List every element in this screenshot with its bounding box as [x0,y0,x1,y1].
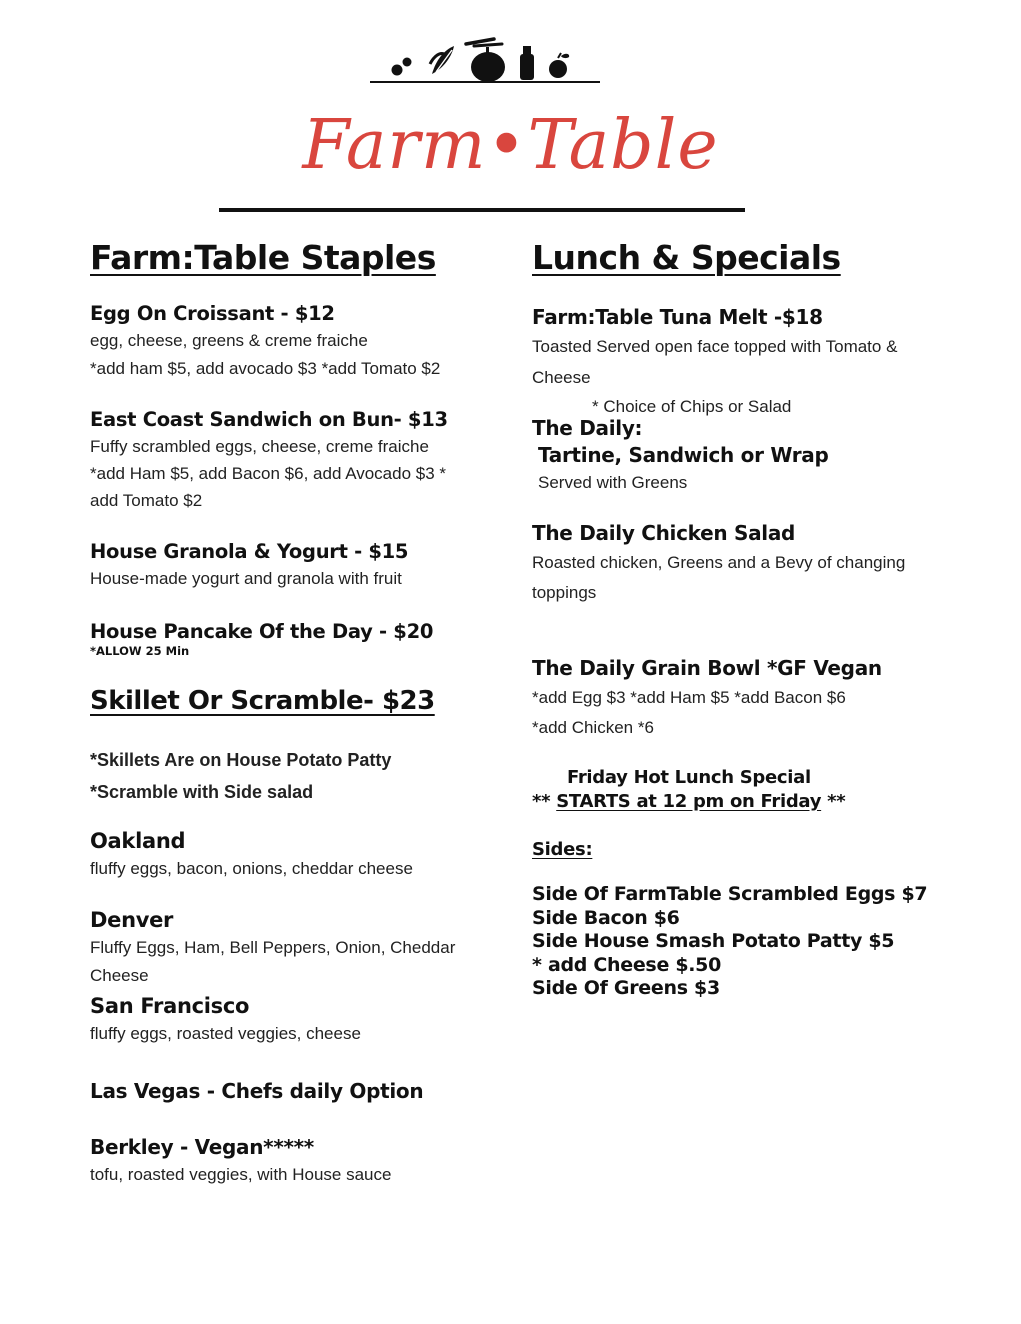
item-desc: Served with Greens [538,473,688,492]
sides-list [532,883,952,1001]
item-desc: *add Ham $5, add Bacon $6, add Avocado $3 * [90,464,447,483]
sides-heading [532,836,952,863]
item-desc: *add Chicken *6 [532,718,654,737]
menu-item [90,618,510,658]
item-title: Denver [90,908,174,932]
item-title: Oakland [90,829,186,853]
item-desc: * Choice of Chips or Salad [592,397,792,416]
section-title-staples: Farm:Table Staples [90,238,436,277]
menu-item [90,538,510,593]
side-item: Side Bacon $6 [532,906,680,929]
brand-title: Farm•Table [302,106,719,185]
friday-title: Friday Hot Lunch Special [567,767,811,788]
item-title: The Daily Chicken Salad [532,521,796,545]
item-desc: Fluffy Eggs, Ham, Bell Peppers, Onion, Cheddar Cheese [90,938,456,985]
item-desc: tofu, roasted veggies, with House sauce [90,1165,392,1184]
item-desc: Roasted chicken, Greens and a Bevy of changing [532,553,906,572]
skillet-item [90,1134,510,1189]
item-title: San Francisco [90,994,250,1018]
item-title: The Daily: [532,416,643,440]
skillet-note: *Scramble with Side salad [90,782,314,802]
item-title: Egg On Croissant - $12 [90,302,335,325]
item-title: Tartine, Sandwich or Wrap [538,443,829,467]
logo-produce-icon [370,34,600,86]
skillet-note: *Skillets Are on House Potato Patty [90,750,392,770]
skillet-item [90,828,510,883]
item-desc: add Tomato $2 [90,491,203,510]
right-column [532,238,952,999]
item-title: Farm:Table Tuna Melt -$18 [532,305,823,329]
menu-item-chicken [532,520,952,608]
friday-prefix: ** [532,791,557,812]
item-desc: egg, cheese, greens & creme fraiche [90,331,368,350]
section-title-skillet: Skillet Or Scramble- $23 [90,686,435,716]
friday-special [532,766,952,814]
section-title-lunch: Lunch & Specials [532,238,841,277]
friday-start-line [532,790,952,814]
item-desc: House-made yogurt and granola with fruit [90,569,402,588]
sides-title: Sides: [532,839,593,860]
menu-item-tuna [532,304,952,421]
skillet-item [90,907,510,990]
menu-item-grain [532,655,952,743]
side-item: Side Of Greens $3 [532,977,720,999]
item-desc: toppings [532,583,597,602]
item-title: Las Vegas - Chefs daily Option [90,1079,424,1103]
item-note: *ALLOW 25 Min [90,644,190,658]
item-title: Berkley - Vegan***** [90,1135,314,1159]
item-title: East Coast Sandwich on Bun- $13 [90,408,448,431]
header-divider [219,208,745,212]
menu-item-daily [532,415,952,497]
item-desc: *add Egg $3 *add Ham $5 *add Bacon $6 [532,688,846,707]
item-title: The Daily Grain Bowl *GF Vegan [532,656,882,680]
item-desc: fluffy eggs, bacon, onions, cheddar cheese [90,859,413,878]
skillet-item [90,993,510,1048]
side-item: Side Of FarmTable Scrambled Eggs $7 [532,883,928,905]
skillet-item [90,1078,510,1105]
item-desc: Toasted Served open face topped with Tomato & Cheese [532,337,898,387]
side-item: * add Cheese $.50 [532,953,722,976]
menu-item [90,300,510,383]
left-column [90,238,510,1184]
item-title: House Pancake Of the Day - $20 [90,620,434,643]
menu-item [90,406,510,514]
side-item: Side House Smash Potato Patty $5 [532,930,895,952]
item-desc: fluffy eggs, roasted veggies, cheese [90,1024,361,1043]
skillet-notes [90,744,510,808]
item-desc: Fuffy scrambled eggs, cheese, creme fraiche [90,437,429,456]
item-title: House Granola & Yogurt - $15 [90,540,409,563]
friday-suffix: ** [821,791,846,812]
item-desc: *add ham $5, add avocado $3 *add Tomato $2 [90,359,441,378]
friday-start-text: STARTS at 12 pm on Friday [556,791,822,812]
